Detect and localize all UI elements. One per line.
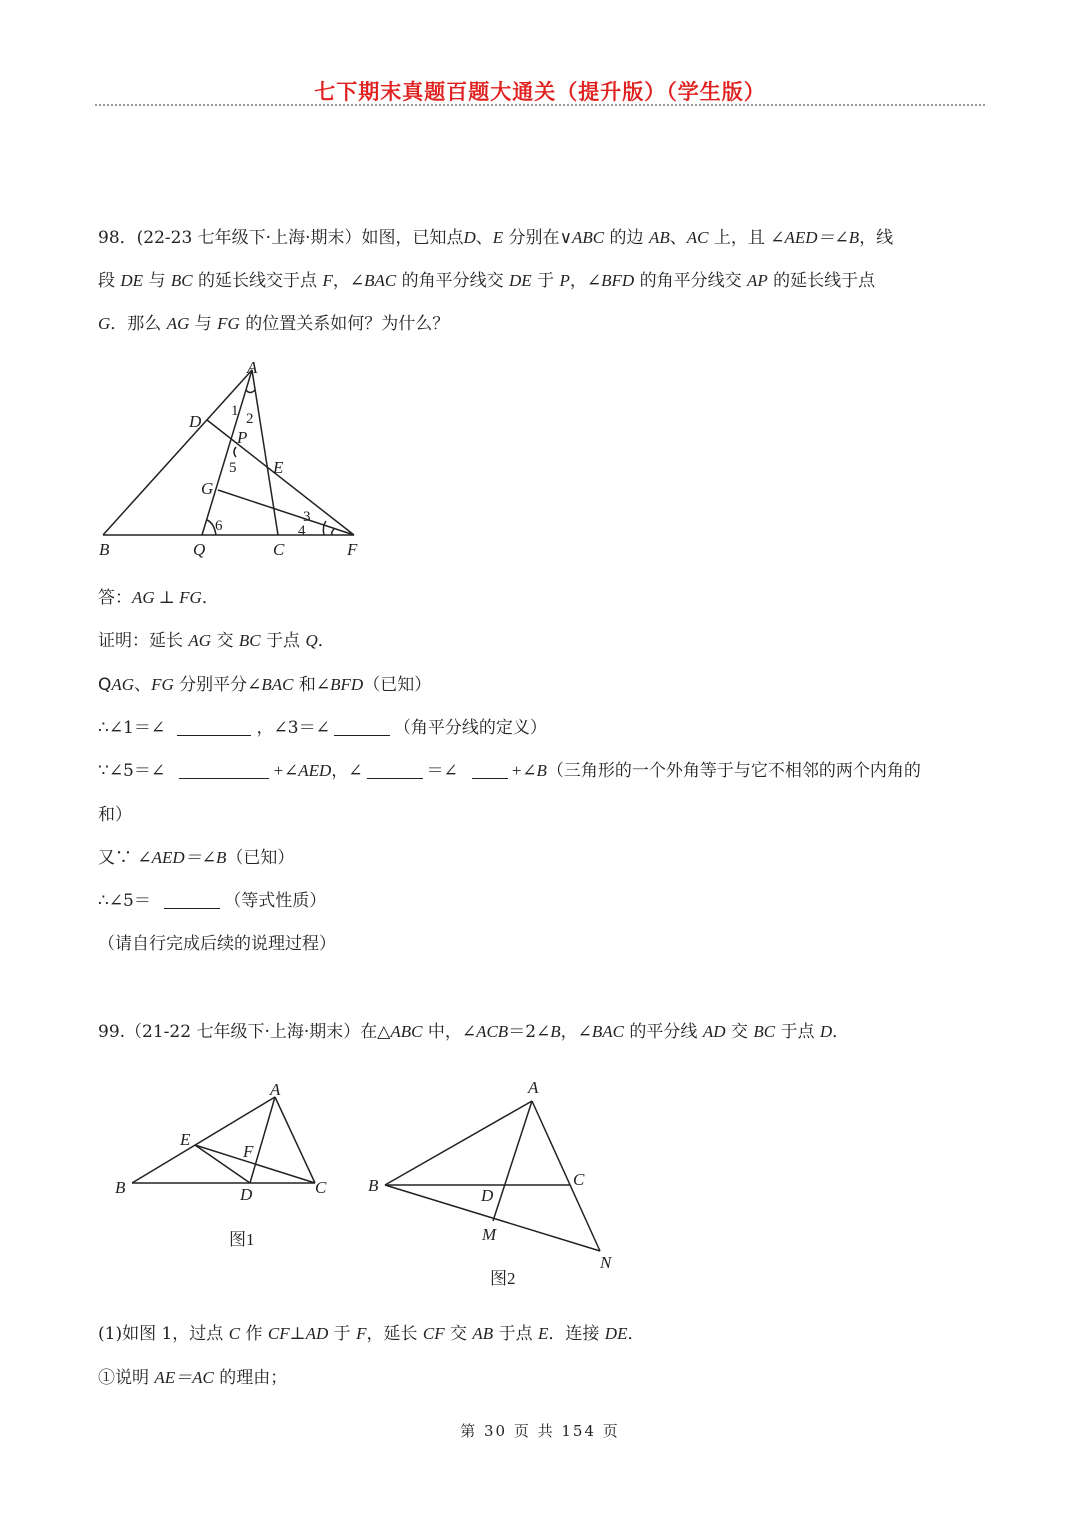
fig2-label-c: C: [573, 1170, 585, 1189]
fig2-label-d: D: [481, 1186, 494, 1205]
fig1-label-c: C: [315, 1178, 327, 1197]
fig2-label-n: N: [600, 1253, 612, 1272]
header-divider: [95, 104, 985, 106]
page-header-title: 七下期末真题百题大通关（提升版）（学生版）: [314, 80, 766, 104]
angle-label-6: 6: [215, 518, 223, 534]
segment-ba: [385, 1101, 532, 1185]
q99-figure1: [105, 1075, 340, 1255]
angle-label-1: 1: [231, 403, 239, 419]
q98-proof-line7: （请自行完成后续的说理过程）: [98, 934, 336, 954]
fill-blank-4[interactable]: [367, 760, 423, 779]
q99-part1: (1)如图 1，过点 C 作 CF⊥AD 于 F，延长 CF 交 AB 于点 E．连接 DE．: [98, 1324, 645, 1344]
q98-proof-line4: ∵∠5＝∠ +∠AED，∠ ＝∠ +∠B（三角形的一个外角等于与它不相邻的两个内角的: [98, 761, 921, 781]
segment-gf: [218, 490, 354, 535]
angle-arc-f: [323, 521, 326, 535]
q99-part1-sub1: ①说明 AE＝AC 的理由；: [98, 1368, 288, 1388]
fig2-label-m: M: [482, 1225, 497, 1244]
segment-ec: [195, 1145, 315, 1183]
segment-df: [207, 420, 354, 535]
fill-blank-5[interactable]: [472, 760, 508, 779]
q99-figure2: [360, 1075, 625, 1290]
angle-label-2: 2: [246, 411, 254, 427]
q98-answer: 答：AG ⊥ FG．: [98, 588, 219, 608]
label-d: D: [189, 412, 202, 431]
segment-ab: [103, 370, 252, 535]
fill-blank-6[interactable]: [164, 890, 220, 909]
label-b: B: [99, 540, 110, 559]
q98-statement-line2: 段 DE 与 BC 的延长线交于点 F，∠BAC 的角平分线交 DE 于 P，∠BFD 的角平分线交 AP 的延长线于点: [98, 271, 876, 291]
fill-blank-2[interactable]: [334, 717, 390, 736]
fig2-label-a: A: [528, 1078, 539, 1097]
label-p: P: [237, 428, 248, 447]
q99-statement-line1: 99.（21-22 七年级下·上海·期末）在△ABC 中，∠ACB＝2∠B，∠BAC 的平分线 AD 交 BC 于点 D．: [98, 1022, 850, 1042]
q98-proof-line2: QAG、FG 分别平分∠BAC 和∠BFD（已知）: [98, 675, 432, 695]
label-e: E: [273, 458, 284, 477]
fill-blank-1[interactable]: [177, 717, 251, 736]
segment-an: [532, 1101, 600, 1251]
segment-am: [493, 1101, 532, 1221]
fig1-label-d: D: [240, 1185, 253, 1204]
angle-arc-5: [234, 447, 236, 457]
page-footer: 第 30 页 共 154 页: [460, 1422, 620, 1440]
angle-label-3: 3: [303, 509, 311, 525]
fig2-label-b: B: [368, 1176, 379, 1195]
angle-label-5: 5: [229, 460, 237, 476]
fig1-label-f: F: [243, 1142, 254, 1161]
fig2-caption: 图2: [490, 1269, 516, 1288]
label-g: G: [201, 479, 214, 498]
q98-proof-line3: ∴∠1＝∠ ，∠3＝∠ （角平分线的定义）: [98, 718, 547, 738]
fig1-label-e: E: [180, 1130, 191, 1149]
label-f: F: [347, 540, 358, 559]
segment-aq: [202, 370, 252, 535]
label-a: A: [247, 358, 258, 377]
segment-ac: [252, 370, 278, 535]
label-c: C: [273, 540, 285, 559]
fig1-label-b: B: [115, 1178, 126, 1197]
fig1-label-a: A: [270, 1080, 281, 1099]
q98-statement-line1: 98．(22-23 七年级下·上海·期末）如图，已知点D、E 分别在∨ABC 的边 AB、AC 上，且 ∠AED＝∠B，线: [98, 228, 894, 248]
q98-statement-line3: G．那么 AG 与 FG 的位置关系如何？为什么？: [98, 314, 450, 334]
q98-triangle-figure: [90, 355, 380, 570]
label-q: Q: [193, 540, 206, 559]
q98-proof-line1: 证明：延长 AG 交 BC 于点 Q．: [98, 631, 335, 651]
angle-arc-f-inner: [332, 529, 334, 535]
q98-proof-line6: ∴∠5＝ （等式性质）: [98, 891, 327, 911]
q98-proof-line5: 又∵ ∠AED＝∠B（已知）: [98, 848, 295, 868]
segment-ed: [195, 1145, 250, 1183]
q98-proof-line4b: 和）: [98, 805, 132, 825]
angle-arc-a: [246, 390, 255, 393]
angle-label-4: 4: [298, 523, 306, 539]
segment-ac: [275, 1097, 315, 1183]
fig1-caption: 图1: [229, 1230, 255, 1249]
fill-blank-3[interactable]: [179, 760, 269, 779]
